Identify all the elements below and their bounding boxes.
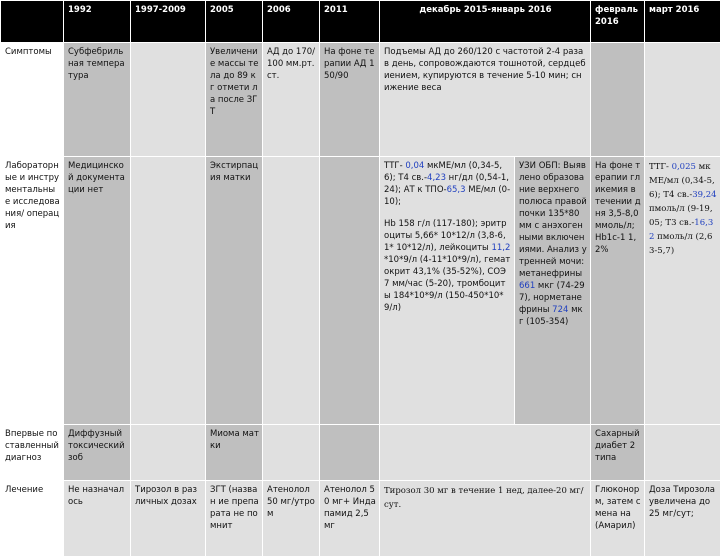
cell-diagnosis-dec2015 xyxy=(380,425,591,481)
blood-count-results: Hb 158 г/л (117-180); эритроциты 5,66* 10*12/л (3,8-6,1* 10*12/л), лейкоциты 11,2*10*9/л (4-11*10*9/л), гематокрит 43,1% (35-52%), СОЭ 7 мм/час (5-20), тромбоциты 184*10*9/л (150-450*10*9/л) xyxy=(384,218,511,314)
header-2005: 2005 xyxy=(206,1,263,43)
thyroid-results: ТТГ- 0,04 мкМЕ/мл (0,34-5,6); Т4 св.-4,23 нг/дл (0,54-1,24); АТ к ТПО-65,3 МЕ/мл (0-10); xyxy=(384,160,511,208)
cell-symptoms-1992: Субфебрильная температура xyxy=(64,43,131,157)
cell-symptoms-2006: АД до 170/100 мм.рт.ст. xyxy=(263,43,320,157)
cell-treatment-2005: ЗГТ (назван ие препарата не помнит xyxy=(206,481,263,557)
cell-symptoms-1997-2009 xyxy=(131,43,206,157)
cell-diagnosis-2006 xyxy=(263,425,320,481)
header-row xyxy=(1,1,720,43)
header-mar2016: март 2016 xyxy=(645,1,720,43)
header-1992: 1992 xyxy=(64,1,131,43)
header-2011: 2011 xyxy=(320,1,380,43)
header-dec2015-jan2016: декабрь 2015-январь 2016 xyxy=(380,1,591,43)
cell-symptoms-dec2015: Подъемы АД до 260/120 с частотой 2-4 раза в день, сопровождаются тошнотой, сердцебиением, купируются в течение 5-10 мин; снижение веса xyxy=(380,43,591,157)
cell-symptoms-feb2016 xyxy=(591,43,645,157)
header-feb2016: февраль 2016 xyxy=(591,1,645,43)
row-label-symptoms: Симптомы xyxy=(1,43,64,157)
row-symptoms xyxy=(1,43,720,157)
cell-labs-2005: Экстирпация матки xyxy=(206,157,263,425)
cell-diagnosis-feb2016: Сахарный диабет 2 типа xyxy=(591,425,645,481)
cell-diagnosis-1992: Диффузный токсический зоб xyxy=(64,425,131,481)
row-label-treatment: Лечение xyxy=(1,481,64,557)
cell-symptoms-2005: Увеличение массы тела до 89 кг отмети ла после ЗГТ xyxy=(206,43,263,157)
cell-labs-1997-2009 xyxy=(131,157,206,425)
row-diagnosis xyxy=(1,425,720,481)
cell-symptoms-2011: На фоне терапии АД 150/90 xyxy=(320,43,380,157)
cell-treatment-1992: Не назначалось xyxy=(64,481,131,557)
cell-labs-dec2015-blood xyxy=(380,157,515,425)
cell-labs-mar2016: ТТГ- 0,025 мкМЕ/мл (0,34-5,6); Т4 св.-39,24 пмоль/л (9-19,05; Т3 св.-16,32 пмоль/л (2,63-5,7) xyxy=(645,157,720,425)
cell-labs-2011 xyxy=(320,157,380,425)
cell-labs-dec2015-ultrasound: УЗИ ОБП: Выявлено образование верхнего полюса правой почки 135*80 мм с анэхогенными включениями. Анализ утренней мочи: метанефрины 661 мкг (74-297), норметанефрины 724 мкг (105-354) xyxy=(515,157,591,425)
cell-diagnosis-1997-2009 xyxy=(131,425,206,481)
header-2006: 2006 xyxy=(263,1,320,43)
cell-diagnosis-mar2016 xyxy=(645,425,720,481)
cell-treatment-dec2015: Тирозол 30 мг в течение 1 нед, далее-20 мг/сут. xyxy=(380,481,591,557)
cell-treatment-1997-2009: Тирозол в различных дозах xyxy=(131,481,206,557)
cell-labs-1992: Медицинской документации нет xyxy=(64,157,131,425)
row-label-labs: Лабораторные и инструментальные исследования/ операция xyxy=(1,157,64,425)
header-1997-2009: 1997-2009 xyxy=(131,1,206,43)
cell-treatment-feb2016: Глюконорм, затем смена на (Амарил) xyxy=(591,481,645,557)
cell-treatment-mar2016: Доза Тирозола увеличена до 25 мг/сут; xyxy=(645,481,720,557)
cell-treatment-2006: Атенолол 50 мг/утром xyxy=(263,481,320,557)
cell-treatment-2011: Атенолол 50 мг+ Индапамид 2,5 мг xyxy=(320,481,380,557)
cell-labs-2006 xyxy=(263,157,320,425)
cell-labs-feb2016: На фоне терапии гликемия в течении дня 3,5-8,0 ммоль/л; Hb1c-1 1,2% xyxy=(591,157,645,425)
cell-diagnosis-2011 xyxy=(320,425,380,481)
header-corner xyxy=(1,1,64,43)
row-labs xyxy=(1,157,720,425)
cell-symptoms-mar2016 xyxy=(645,43,720,157)
row-label-diagnosis: Впервые поставленный диагноз xyxy=(1,425,64,481)
row-treatment xyxy=(1,481,720,557)
cell-diagnosis-2005: Миома матки xyxy=(206,425,263,481)
